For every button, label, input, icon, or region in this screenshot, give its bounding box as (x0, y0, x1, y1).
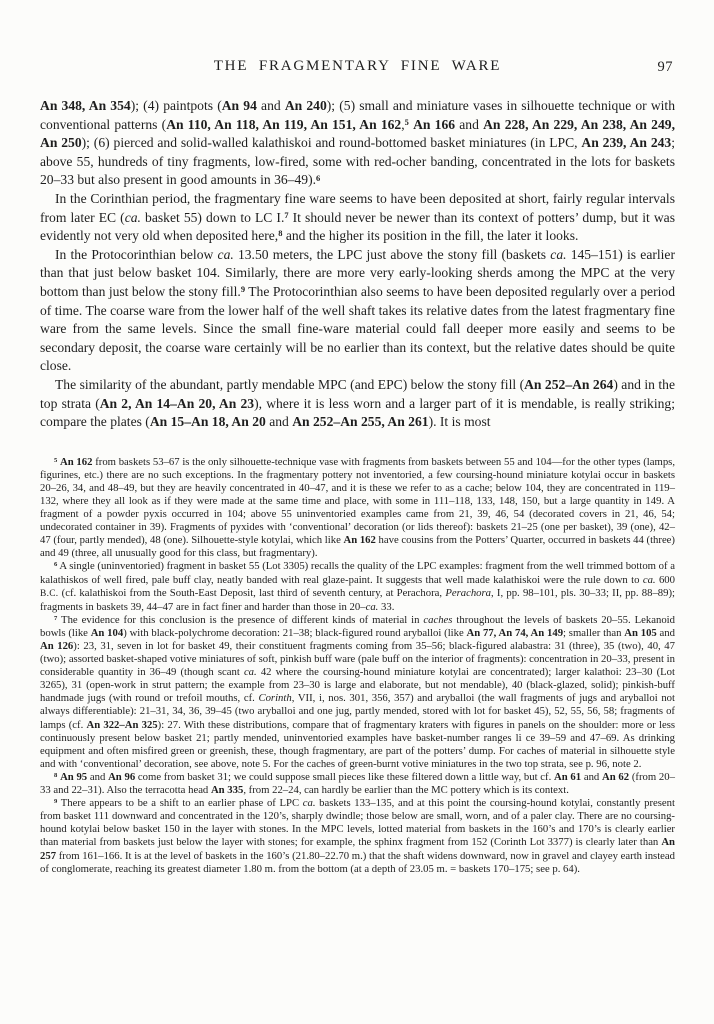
footnote: $^5$ An 162 from baskets 53–67 is the only silhouette-technique vase with fragments from baskets between 55 and 104—for the other types (lamps, figurines, etc.) there are no such exceptions. In the fragmentary pottery not inventoried, a few coursing-hound miniature kotylai occur in baskets 20–26, 34, and 48–49, but they are heavily concentrated in 40–47, and it is these we refer to as a cache; below 104, they are concentrated in 119–132, where they all look as if they were made at the same time and place, with some in 111–118, 133, 148, 150, but a large quantity in 149. A fragment of a powder pyxis occurred in 104; above 55 uninventoried examples came from 21, 39, 46, 54 (decorated covers in 21, 46, 54; undecorated container in 39). Fragments of pyxides with ‘conventional’ decoration (or lids thereof): baskets 21–25 (one per basket), 39 (one), 42–47 (four, partly mended), 48 (one). Silhouette-style kotylai, which like An 162 have cousins from the Potters’ Quarter, occurred in baskets 44 (three) and 49 (three, all unusually good for this class, but fragmentary). (40, 455, 675, 560)
footnote-number: 9 (54, 798, 58, 806)
footnote-marker: 6 (316, 172, 321, 183)
paragraph: An 348, An 354); (4) paintpots (An 94 and An 240); (5) small and miniature vases in silhouette technique or with conventional patterns (An 110, An 118, An 119, An 151, An 162,$^5$ An 166 and An 228, An 229, An 238, An 249, An 250); (6) pierced and solid-walled kalathiskoi and round-bottomed basket miniatures (in LPC, An 239, An 243; above 55, hundreds of tiny fragments, low-fired, some with red-ocher banding, concentrated in the lots for baskets 20–33 but also present in good amounts in 36–49).$^6$ (40, 98, 675, 188)
footnote: $^9$ There appears to be a shift to an earlier phase of LPC ca. baskets 133–135, and at this point the coursing-hound kotylai, constantly present from basket 111 downward and concentrated in the 120’s, sharply dwindle; those below are small, worn, and of a paler clay. There are no coursing-hound kotylai below basket 150 in the layer with stones. In the MPC levels, lotted material from baskets in the 160’s and 170’s is clearly earlier than material from baskets just below the layer with stones; for example, the sphinx fragment from 152 (Corinth Lot 3377) is clearly later than An 257 from 161–166. It is at the level of baskets in the 160’s (21.80–22.70 m.) that the shaft widens downward, now in gravel and clayey earth instead of conglomerate, reaching its greatest diameter 1.80 m. from the bottom (at a depth of 23.05 m. = baskets 170–175; see p. 64). (40, 797, 675, 875)
page-header (40, 58, 675, 78)
footnotes-section (40, 456, 675, 876)
footnote-marker: 8 (278, 228, 283, 239)
paragraph: In the Protocorinthian below ca. 13.50 meters, the LPC just above the stony fill (baskets ca. 145–151) is earlier than that just below basket 104. Similarly, there are more very early-looking sherds among the MPC at the very bottom than just below the stony fill.$^9$ The Protocorinthian also seems to have been deposited regularly over a period of time. The coarse ware from the lower half of the well shaft takes its relative dates from the latest fragmentary fine ware from the same levels. Since the small fine-ware material could fall deeper more easily and seems to be secondary deposit, the coarse ware certainly will be no earlier than its context, but the relative dates should be quite close. (40, 246, 675, 374)
footnote-marker: 9 (240, 284, 246, 295)
paragraph: In the Corinthian period, the fragmentary fine ware seems to have been deposited at short, fairly regular intervals from later EC (ca. basket 55) down to LC I.$^7$ It should never be newer than its context of potters’ dump, but it was evidently not very old when deposited here,$^8$ and the higher its position in the fill, the later it looks. (40, 190, 675, 244)
footnote: $^6$ A single (uninventoried) fragment in basket 55 (Lot 3305) recalls the quality of the LPC examples: fragment from the well trimmed bottom of a kalathiskos of well fired, pale buff clay, neatly banded with real glaze-paint. It suggests that well made kalathiskoi were the rule down to ca. 600 B.C. (cf. kalathiskoi from the South-East Deposit, last third of seventh century, at Perachora, Perachora, I, pp. 98–101, pls. 30–33; II, pp. 88–89); fragments in baskets 39, 44–47 are in fact finer and harder than those in 20–ca. 33. (40, 560, 676, 613)
footnote-number: 6 (54, 561, 58, 569)
footnote: $^7$ The evidence for this conclusion is the presence of different kinds of material in caches throughout the levels of baskets 20–55. Lekanoid bowls (like An 104) with black-polychrome decoration: 21–38; black-figured round aryballoi (like An 77, An 74, An 149; smaller than An 105 and An 126): 23, 31, seven in lot for basket 49, their constituent fragments coming from 35–56; black-figured alabastra: 31 (three), 35 (two), 40, 47 (two); assorted basket-shaped votive miniatures of soft, pinkish buff ware (pale buff on the interior of fragments): concentration in 20–33, present in considerable quantity in 36–49 (though scant ca. 42 where the coursing-hound miniature kotylai are concentrated); larger kalathoi: 23–30 (Lot 3265), 31 (open-work in strut pattern; the example from 23–30 is large and elaborate, but not mendable), 40 (black-glazed, solid); pinkish-buff handmade jugs (with round or trefoil mouths, cf. Corinth, VII, i, nos. 301, 356, 357) and aryballoi (the wall fragments of jugs and aryballoi not always differentiable): 21–31, 34, 36, 39–45 (two aryballoi and one jug, partly mended, stored with lot for basket 45), 52, 55, 56, 58; fragments of lamps (cf. An 322–An 325): 27. With these distributions, compare that of fragmentary kraters with figures in panels on the shoulder: more or less continuously present below basket 21; partly mended, uninventoried examples have basket-number ranges li ce 39–59 and 47–69. As drinking equipment and often misfired green or greenish, these, though fragmentary, are part of the potters’ dump. For caches of material in silhouette style and with ‘conventional’ decoration, see above, note 5. For the caches of green-burnt votive miniatures in the two top strata, see p. 96, note 2. (40, 613, 676, 770)
footnote-number: 7 (54, 614, 58, 622)
footnote-marker: 5 (404, 116, 409, 127)
body-text (40, 97, 675, 432)
footnote-number: 5 (54, 456, 58, 464)
footnote-marker: 7 (284, 209, 289, 220)
paragraph: The similarity of the abundant, partly mendable MPC (and EPC) below the stony fill (An 252–An 264) and in the top strata (An 2, An 14–An 20, An 23), where it is less worn and a larger part of it is mendable, is really striking; compare the plates (An 15–An 18, An 20 and An 252–An 255, An 261). It is most (40, 376, 675, 430)
page-title: THE FRAGMENTARY FINE WARE (213, 58, 502, 74)
footnote: $^8$ An 95 and An 96 come from basket 31; we could suppose small pieces like these filtered down a little way, but cf. An 61 and An 62 (from 20–33 and 22–31). Also the terracotta head An 335, from 22–24, can hardly be earlier than the MC pottery which is its context. (40, 770, 675, 797)
page-number: 97 (657, 59, 673, 75)
footnote-number: 8 (54, 771, 58, 779)
